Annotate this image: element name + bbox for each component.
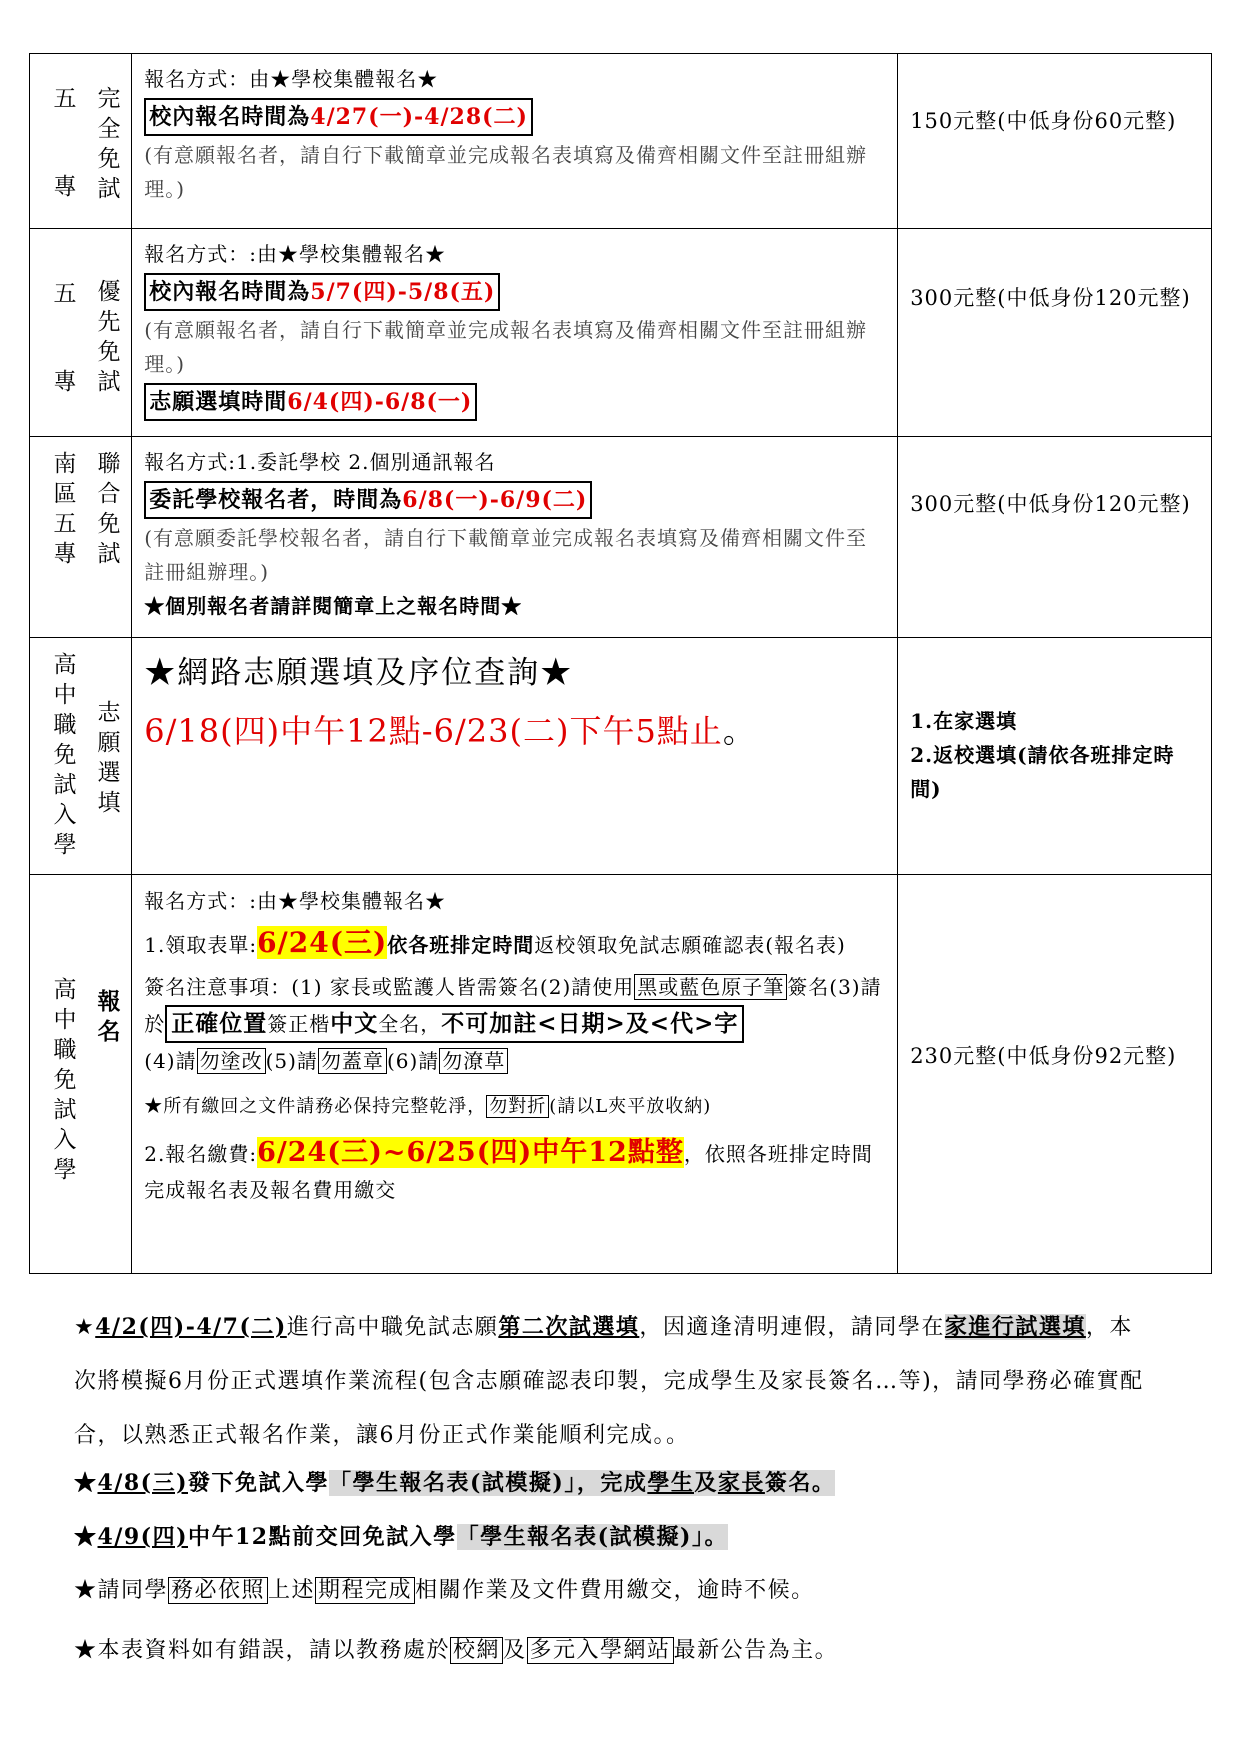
fee-text: 300元整(中低身份120元整) (910, 286, 1191, 310)
sign-box-6: 勿潦草 (439, 1048, 508, 1074)
label-left-6: 入 (53, 802, 77, 828)
payment-item (144, 1135, 887, 1208)
label-right-3: 免 (97, 339, 121, 365)
p2-parent: 家長 (717, 1470, 765, 1496)
signup-time-prefix: 校內報名時間為 (149, 104, 311, 130)
p2-and: 及 (694, 1470, 718, 1496)
label-left-1: 五 (53, 86, 77, 112)
fee-cell (898, 54, 1212, 229)
p1-date: 4/2(四)-4/7(二) (95, 1314, 287, 1340)
fee-cell (898, 875, 1212, 1274)
fee-cell (898, 638, 1212, 875)
sign-text-c: (4)請 (144, 1049, 197, 1073)
p2-date: 4/8(三) (97, 1470, 188, 1496)
sign-text-b: 簽名(3)請於 (144, 975, 882, 1036)
item2-date: 6/24(三)~6/25(四)中午12點整 (257, 1137, 684, 1168)
p3-date: 4/9(四) (97, 1524, 188, 1550)
p4-text-b: 上述 (268, 1578, 316, 1603)
footer-para-5 (74, 1636, 1174, 1666)
choice-time-box (144, 383, 477, 421)
label-left-2: 中 (53, 1007, 77, 1033)
sign-pos-5: 不可加註<日期>及<代>字 (441, 1010, 739, 1037)
online-choice-headline: ★網路志願選填及序位查詢★ (144, 655, 574, 691)
label-right-3: 選 (97, 760, 121, 786)
fee-cell (898, 437, 1212, 638)
sign-box-5: 勿蓋章 (318, 1048, 387, 1074)
online-choice-date-line (144, 706, 887, 756)
row-content (132, 54, 898, 229)
keep-text-a: ★所有繳回之文件請務必保持完整乾淨， (144, 1096, 487, 1117)
table-row (30, 638, 1212, 875)
signup-method: 報名方式：:由★學校集體報名★ (144, 889, 446, 913)
keep-clean-note (144, 1089, 887, 1125)
signup-time-box (144, 481, 592, 519)
individual-note: ★個別報名者請詳閱簡章上之報名時間★ (144, 594, 523, 618)
sign-notes (144, 969, 887, 1079)
p4-box-1: 務必依照 (168, 1577, 268, 1604)
label-right-3: 免 (97, 146, 121, 172)
label-right-2: 先 (97, 309, 121, 335)
row-label (30, 54, 132, 229)
p4-text-a: ★請同學 (74, 1578, 169, 1603)
sign-box-pen: 黑或藍色原子筆 (634, 974, 787, 1000)
sign-pos-3: 中文 (330, 1010, 379, 1037)
item1-prefix: 1.領取表單: (144, 933, 258, 957)
row-label (30, 875, 132, 1274)
online-choice-date-suffix: 。 (722, 712, 756, 750)
footer-para-2 (74, 1468, 1174, 1498)
label-left-3: 五 (53, 511, 77, 537)
label-right-2: 合 (97, 481, 121, 507)
p4-text-c: 相關作業及文件費用繳交，逾時不候。 (415, 1578, 815, 1603)
label-left-2: 專 (53, 369, 77, 395)
choice-method-2: 2.返校選填(請依各班排定時間) (910, 743, 1175, 801)
label-left-2: 中 (53, 682, 77, 708)
p2-sign: 簽名。 (764, 1470, 836, 1496)
footer-para-4 (74, 1576, 1174, 1606)
signup-note: (有意願報名者，請自行下載簡章並完成報名表填寫及備齊相關文件至註冊組辦理。) (144, 318, 868, 376)
signup-note: (有意願報名者，請自行下載簡章並完成報名表填寫及備齊相關文件至註冊組辦理。) (144, 143, 868, 201)
sign-box-position (165, 1005, 744, 1043)
sign-pos-2: 簽正楷 (267, 1012, 331, 1036)
sign-pos-1: 正確位置 (171, 1010, 268, 1037)
label-right-4: 試 (97, 541, 121, 567)
label-left-7: 學 (53, 1157, 77, 1183)
label-right-1: 完 (97, 86, 121, 112)
p5-text-b: 及 (503, 1638, 527, 1663)
label-left-7: 學 (53, 832, 77, 858)
p3-text-b: 中午12點前交回免試入學 (188, 1524, 457, 1550)
footer-para-1 (74, 1300, 1154, 1463)
row-content (132, 229, 898, 437)
row-label (30, 229, 132, 437)
label-left-2: 區 (53, 481, 77, 507)
signup-time-box (144, 273, 500, 311)
p4-box-2: 期程完成 (315, 1577, 415, 1604)
label-left-1: 高 (53, 652, 77, 678)
sign-text-d: (5)請 (265, 1049, 318, 1073)
signup-method: 報名方式：由★學校集體報名★ (144, 67, 439, 91)
label-left-4: 專 (53, 541, 77, 567)
p5-box-1: 校網 (450, 1637, 503, 1664)
item2-rest: ，依照各班排定時間完成報名表及報名費用繳交 (144, 1142, 873, 1202)
choice-date: 6/4(四)-6/8(一) (287, 389, 473, 415)
p2-form: 「學生報名表(試模擬)」， (329, 1470, 601, 1496)
p2-star: ★ (74, 1470, 98, 1496)
sign-text-a: 簽名注意事項：(1) 家長或監護人皆需簽名(2)請使用 (144, 975, 635, 999)
label-left-1: 高 (53, 977, 77, 1003)
p2-student: 學生 (647, 1470, 695, 1496)
item2-prefix: 2.報名繳費: (144, 1142, 258, 1166)
signup-date: 6/8(一)-6/9(二) (402, 487, 588, 513)
p1-text-b: 進行高中職免試志願 (286, 1315, 499, 1340)
row-content (132, 437, 898, 638)
table-row (30, 437, 1212, 638)
label-left-4: 免 (53, 742, 77, 768)
signup-time-prefix: 校內報名時間為 (149, 279, 311, 305)
p1-home-trial: 家進行試選填 (944, 1314, 1086, 1340)
label-right-1: 優 (97, 279, 121, 305)
label-left-1: 五 (53, 281, 77, 307)
fee-text: 150元整(中低身份60元整) (910, 109, 1177, 133)
label-left-2: 專 (53, 174, 77, 200)
label-right-1: 報 (97, 988, 121, 1015)
row-label (30, 437, 132, 638)
p1-text-d: ，因適逢清明連假，請同學在 (639, 1315, 945, 1340)
footer-para-3 (74, 1522, 1174, 1552)
sign-box-4: 勿塗改 (197, 1048, 266, 1074)
p3-star: ★ (74, 1524, 98, 1550)
p3-form: 「學生報名表(試模擬)」。 (456, 1524, 728, 1550)
label-right-4: 試 (97, 369, 121, 395)
label-right-1: 志 (97, 700, 121, 726)
signup-date: 4/27(一)-4/28(二) (310, 104, 528, 130)
p1-second-trial: 第二次試選填 (498, 1314, 640, 1340)
signup-method: 報名方式:1.委託學校 2.個別通訊報名 (144, 450, 496, 474)
item1-rest: 返校領取免試志願確認表(報名表) (534, 933, 846, 957)
choice-methods (898, 638, 1211, 806)
fee-text: 230元整(中低身份92元整) (910, 1044, 1177, 1068)
label-right-2: 全 (97, 116, 121, 142)
keep-box: 勿對折 (486, 1095, 549, 1118)
label-right-4: 填 (97, 790, 121, 816)
signup-time-prefix: 委託學校報名者，時間為 (149, 487, 403, 513)
signup-method: 報名方式：:由★學校集體報名★ (144, 242, 446, 266)
table-row (30, 54, 1212, 229)
sign-pos-4: 全名， (378, 1012, 442, 1036)
p2-text-b: 發下免試入學 (188, 1470, 330, 1496)
label-right-2: 願 (97, 730, 121, 756)
sign-text-e: (6)請 (386, 1049, 440, 1073)
online-choice-date: 6/18(四)中午12點-6/23(二)下午5點止 (144, 712, 723, 750)
p5-box-2: 多元入學網站 (527, 1637, 674, 1664)
item1-bold: 依各班排定時間 (387, 933, 535, 957)
schedule-table (29, 53, 1212, 1274)
row-content (132, 875, 898, 1274)
table-row (30, 229, 1212, 437)
row-label (30, 638, 132, 875)
label-left-3: 職 (53, 1037, 77, 1063)
p2-complete: 完成 (600, 1470, 648, 1496)
label-left-4: 免 (53, 1067, 77, 1093)
row-content (132, 638, 898, 875)
fee-text: 300元整(中低身份120元整) (910, 492, 1191, 516)
label-right-3: 免 (97, 511, 121, 537)
p1-text-f: ，本次將模擬6月份正式選填作業流程(包含志願確認表印製，完成學生及家長簽名…等)，請同學務必確實配合，以熟悉正式報名作業，讓6月份正式作業能順利完成。。 (74, 1315, 1144, 1448)
p5-text-a: ★本表資料如有錯誤，請以教務處於 (74, 1638, 451, 1663)
label-right-1: 聯 (97, 451, 121, 477)
keep-text-b: (請以L夾平放收納) (549, 1096, 712, 1117)
label-left-5: 試 (53, 1097, 77, 1123)
p5-text-c: 最新公告為主。 (673, 1638, 839, 1663)
fee-cell (898, 229, 1212, 437)
label-left-3: 職 (53, 712, 77, 738)
collect-form-item (144, 925, 887, 963)
label-left-5: 試 (53, 772, 77, 798)
label-right-2: 名 (97, 1018, 121, 1045)
choice-method-1: 1.在家選填 (910, 709, 1018, 733)
choice-time-prefix: 志願選填時間 (149, 389, 288, 415)
label-left-1: 南 (53, 451, 77, 477)
signup-time-box (144, 98, 533, 136)
label-left-6: 入 (53, 1127, 77, 1153)
signup-note: (有意願委託學校報名者，請自行下載簡章並完成報名表填寫及備齊相關文件至註冊組辦理。) (144, 526, 868, 584)
table-row (30, 875, 1212, 1274)
label-right-4: 試 (97, 176, 121, 202)
item1-date: 6/24(三) (257, 926, 388, 959)
p1-star: ★ (74, 1315, 96, 1340)
signup-date: 5/7(四)-5/8(五) (310, 279, 496, 305)
